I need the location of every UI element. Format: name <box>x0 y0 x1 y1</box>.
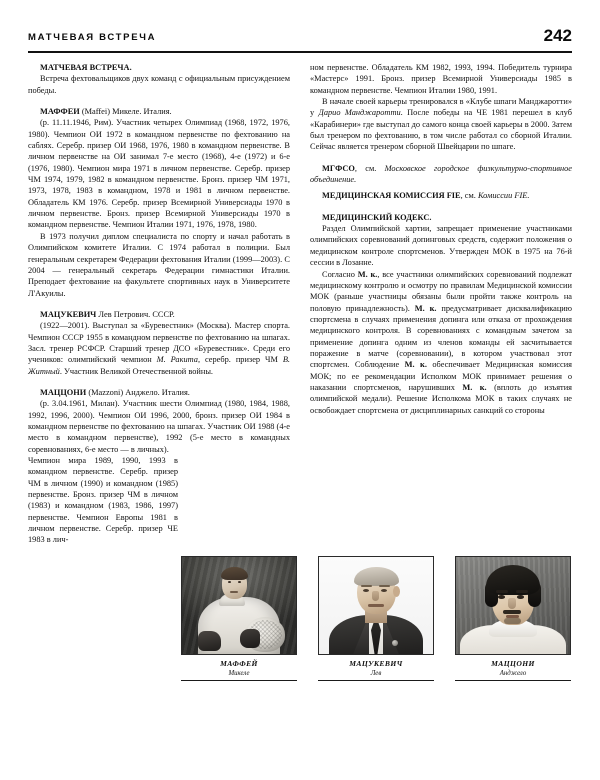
mouth-shape <box>230 591 238 593</box>
headword-given: Анджело. Италия. <box>125 387 190 397</box>
text-run: (вплоть до изъятия олимпийской медали). Решение Исполкома МОК в таких случаях не освобождает спортсмена от дисциплинарных санкций со стороны <box>310 382 572 415</box>
abbreviation: М. к. <box>462 382 487 392</box>
eye-shape <box>238 581 241 583</box>
eyebrow-shape <box>496 590 508 593</box>
entry-spacer <box>310 153 572 163</box>
figure-caption <box>181 659 297 678</box>
figure-caption <box>318 659 434 678</box>
entry-paragraph: (р. 3.04.1961, Милан). Участник шести Олимпиад (1980, 1984, 1988, 1992, 1996, 2000). Чемпион ОИ 1996, 2000, бронз. призер ОИ 1984 в командном первенстве по фехтованию на шпагах. Участник ОИ 1988 (4-е место в командном первенстве), 1992 (5-е место в командных соревнованиях, 6-е место — в личных). <box>28 399 290 454</box>
eye-shape <box>517 595 524 599</box>
entry-paragraph <box>28 320 290 377</box>
abbreviation: М. к. <box>404 360 427 370</box>
ear-shape <box>393 586 400 597</box>
caption-firstname: Анджело <box>499 669 527 677</box>
entry-headword-inline: МГФСО <box>322 163 355 173</box>
running-head-title: МАТЧЕВАЯ ВСТРЕЧА <box>28 32 157 43</box>
entry-body: Встреча фехтовальщиков двух команд с официальным присуждением победы. <box>28 74 290 95</box>
caption-divider <box>318 680 434 681</box>
headword-given: Микеле. Италия. <box>112 107 172 117</box>
glove-shape <box>198 631 221 651</box>
figure-row <box>181 556 572 680</box>
text-run: , серебр. призер ЧМ <box>197 355 283 365</box>
abbreviation: М. к. <box>414 303 437 313</box>
entry-spacer <box>28 299 290 309</box>
mouth-shape <box>368 604 384 607</box>
headword-cyrillic: МАЦУКЕВИЧ <box>40 309 97 319</box>
entry-headword: МАТЧЕВАЯ ВСТРЕЧА. <box>40 63 132 72</box>
entry-mgfso <box>310 163 572 186</box>
entry-headword <box>28 106 290 117</box>
text-run: . После победы на ЧЕ 1981 перешел в клуб «Карабинери» где выступал до самого конца своей карьеры в 2000. Затем был тренером по фехтованию, в том числе работал со сборной Италии. Сейчас является тренером сборной Швейцарии по шпаге. <box>310 108 572 152</box>
hair-shape <box>221 567 248 580</box>
text-run: обеспечивает Медицинская комиссия МОК; по ее рекомендации Исполком МОК принимает решения о наказании спортсменов, нарушивших <box>310 360 572 392</box>
headword-cyrillic: МАФФЕИ <box>40 107 80 117</box>
entry-paragraph <box>310 269 572 416</box>
text-run: В начале своей карьеры тренировался в «Клубе шпаги Манджаротти» у <box>310 97 572 118</box>
text-run: (1922—2001). Выступал за «Буревестник» (Москва). Мастер спорта. Чемпион СССР 1955 в командном первенстве по фехтованию на шпагах. Засл. тренер РСФСР. Старший тренер ДСО «Буревестник». Среди его учеников: олимпийский чемпион <box>28 321 290 365</box>
figure-caption <box>455 659 571 678</box>
entry-paragraph: В 1973 получил диплом специалиста по спорту и начал работать в Олимпийском комитете Италии. С 1974 работал в полиции. Был генеральным секретарем Федерации фехтования Италии (1999—2003). С 2004 — генеральный секретарь Федерации гимнастики Италии. Преподает фехтование на факультете спортивных наук в Университете Л'Акуилы. <box>28 231 290 298</box>
abbreviation: М. к. <box>357 269 378 279</box>
glove-shape <box>240 629 260 648</box>
cross-reference-target: Московское городское физкультурно-спортивное объединение. <box>310 163 573 185</box>
eyebrow-shape <box>361 585 372 587</box>
entry-meditsinskaya-komissiya-fie <box>310 190 572 201</box>
cross-reference-name: Дарио Манджаротти <box>318 108 401 118</box>
text-run: . Участник Великой Отечественной войны. <box>59 366 214 376</box>
text-run: предусматривает дисквалификацию спортсмена в случаях применения допинга или отказа от прохождения медицинского контроля. В соревнованиях с командным зачетом за применение допинга одним из членов команды ей засчитывается поражение в матче (соревновании), в котором участвовал этот спортсмен. Соблюдение <box>310 303 572 370</box>
left-column <box>28 62 290 546</box>
caption-surname: МАЦУКЕВИЧ <box>349 659 403 668</box>
cross-reference-name: В. Житный <box>28 355 290 376</box>
caption-divider <box>455 680 571 681</box>
entry-headword <box>28 309 290 320</box>
figure-maffei <box>181 556 297 681</box>
entry-paragraph <box>310 163 572 186</box>
entry-paragraph: (р. 11.11.1946, Рим). Участник четырех Олимпиад (1968, 1972, 1976, 1980). Чемпион ОИ 1972 в командном первенстве по фехтованию на саблях. Серебр. призер ОИ 1968, 1976, 1980 в командном первенстве. В личном первенстве на ОИ занимал 7-е место (1968), 4-е (1972) и 6-е (1976, 1980). Чемпион мира 1971 в личном первенстве. Серебр. призер ЧМ 1974, 1979, 1982 в командном первенстве. Бронз. призер ЧМ 1971, 1973, 1978, 1983 в командном, 1978 и 1981 в личном первенстве. Обладатель КМ 1976. Серебр. призер Всемирной Универсиады 1970 в личном первенстве. Бронз. призер Всемирной Универсиады 1970 в командном первенстве. Чемпион Италии 1971, 1976, 1978, 1980. <box>28 118 290 230</box>
cross-reference-name: М. Ракита <box>156 355 198 365</box>
portrait-photo-maffei <box>181 556 297 655</box>
figure-matsukevich <box>318 556 434 681</box>
moustache-shape <box>503 610 521 614</box>
entry-spacer <box>28 96 290 106</box>
entry-spacer <box>310 202 572 212</box>
entry-paragraph: Раздел Олимпийской хартии, запрещает применение участниками олимпийских соревнований допинговых средств, содержит положения о медицинском контроле спортсменов. Утвержден МОК в 1975 на 76-й сессии в Лозанне. <box>310 224 572 268</box>
caption-surname: МАЦЦОНИ <box>491 659 535 668</box>
entry-matsukevich <box>28 309 290 377</box>
entry-headword-inline: МЕДИЦИНСКАЯ КОМИССИЯ FIE <box>322 191 461 201</box>
eye-shape <box>498 595 505 599</box>
portrait-photo-matsukevich <box>318 556 434 655</box>
caption-firstname: Лев <box>370 669 382 677</box>
eye-shape <box>381 589 387 592</box>
entry-maffei <box>28 106 290 299</box>
nose-shape <box>372 591 379 601</box>
eyebrow-shape <box>379 585 390 587</box>
headword-latin: (Mazzoni) <box>88 387 124 397</box>
headword-given: Лев Петрович. СССР. <box>98 309 175 319</box>
entry-mazzoni <box>28 387 290 546</box>
see-also-label: , см. <box>460 191 478 201</box>
portrait-photo-mazzoni <box>455 556 571 655</box>
eyebrow-shape <box>516 590 528 593</box>
eye-shape <box>228 581 231 583</box>
entry-spacer <box>28 377 290 387</box>
page-number: 242 <box>543 26 572 45</box>
entry-paragraph <box>310 190 572 201</box>
headword-cyrillic: МАЦЦОНИ <box>40 387 87 397</box>
cross-reference-target: Комиссии FIE. <box>477 191 530 201</box>
text-run: , все участники олимпийских соревнований подлежат медицинскому контролю и осмотру по правилам Медицинской комиссии МОК (раньше участницы обязаны были пройти также контроль на половую принадлежность). <box>310 269 572 313</box>
figure-mazzoni <box>455 556 571 681</box>
caption-surname: МАФФЕЙ <box>220 659 258 668</box>
entry-paragraph <box>310 96 572 153</box>
entry-headword: МЕДИЦИНСКИЙ КОДЕКС. <box>322 212 432 222</box>
nose-shape <box>508 598 516 609</box>
entry-paragraph-wrapped: Чемпион мира 1989, 1990, 1993 в командном первенстве. Серебр. призер ЧМ в личном (1990) и командном (1985) первенстве. Бронз. призер ЧМ в личном (1983) и командном (1983, 1986, 1997) первенстве. Чемпион Европы 1981 в личном первенстве. Серебр. призер ЧЕ 1983 в лич- <box>28 456 178 545</box>
caption-firstname: Микеле <box>228 669 250 677</box>
caption-divider <box>181 680 297 681</box>
header-divider <box>28 51 572 53</box>
entry-headword <box>28 387 290 398</box>
chin-shape <box>504 618 521 624</box>
entry-meditsinskiy-kodeks <box>310 212 572 416</box>
entry-paragraph: ном первенстве. Обладатель КМ 1982, 1993, 1994. Победитель турнира «Мастерс» 1991. Бронз. призер Всемирной Универсиады 1985 в командном первенстве. Чемпион Италии 1980, 1991. <box>310 63 572 95</box>
right-column <box>310 62 572 416</box>
lapel-pin-shape <box>392 640 398 646</box>
eye-shape <box>363 589 369 592</box>
text-run: Согласно <box>322 269 358 279</box>
entry-mazzoni-continued <box>310 62 572 153</box>
entry-matchevaya-vstrecha <box>28 62 290 96</box>
see-also-label: , см. <box>354 163 385 173</box>
headword-latin: (Maffei) <box>81 107 110 117</box>
